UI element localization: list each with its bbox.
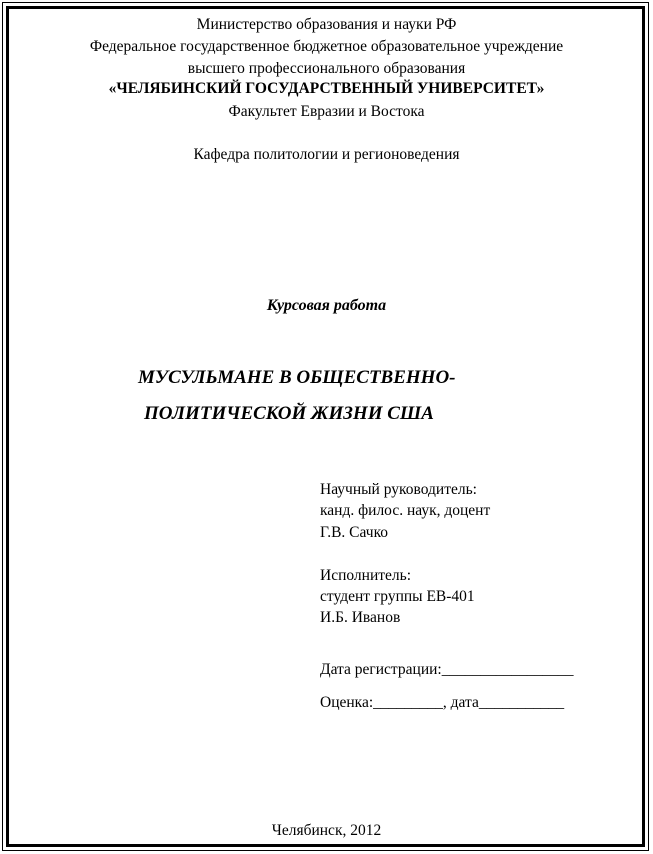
supervisor-degree: канд. филос. наук, доцент (320, 502, 491, 519)
education-level-line: высшего профессионального образования (187, 60, 466, 77)
grade-field: Оценка:_________, дата___________ (320, 694, 565, 711)
supervisor-name: Г.В. Сачко (320, 524, 389, 541)
work-title-line2: ПОЛИТИЧЕСКОЙ ЖИЗНИ США (144, 403, 434, 424)
faculty-line: Факультет Евразии и Востока (228, 103, 425, 120)
registration-date-field: Дата регистрации:_________________ (320, 661, 574, 678)
university-name: «ЧЕЛЯБИНСКИЙ ГОСУДАРСТВЕННЫЙ УНИВЕРСИТЕТ» (108, 80, 545, 97)
ministry-line: Министерство образования и науки РФ (196, 16, 457, 33)
department-line: Кафедра политологии и регионоведения (193, 146, 460, 163)
executor-label: Исполнитель: (320, 567, 412, 584)
institution-type-line: Федеральное государственное бюджетное образовательное учреждение (89, 38, 564, 55)
page-border-inner (6, 6, 645, 847)
executor-name: И.Б. Иванов (320, 609, 401, 626)
supervisor-label: Научный руководитель: (320, 481, 477, 498)
work-title-line1: МУСУЛЬМАНЕ В ОБЩЕСТВЕННО- (138, 367, 456, 388)
executor-group: студент группы ЕВ-401 (320, 588, 475, 605)
work-type: Курсовая работа (266, 297, 387, 314)
city-year: Челябинск, 2012 (271, 822, 382, 839)
